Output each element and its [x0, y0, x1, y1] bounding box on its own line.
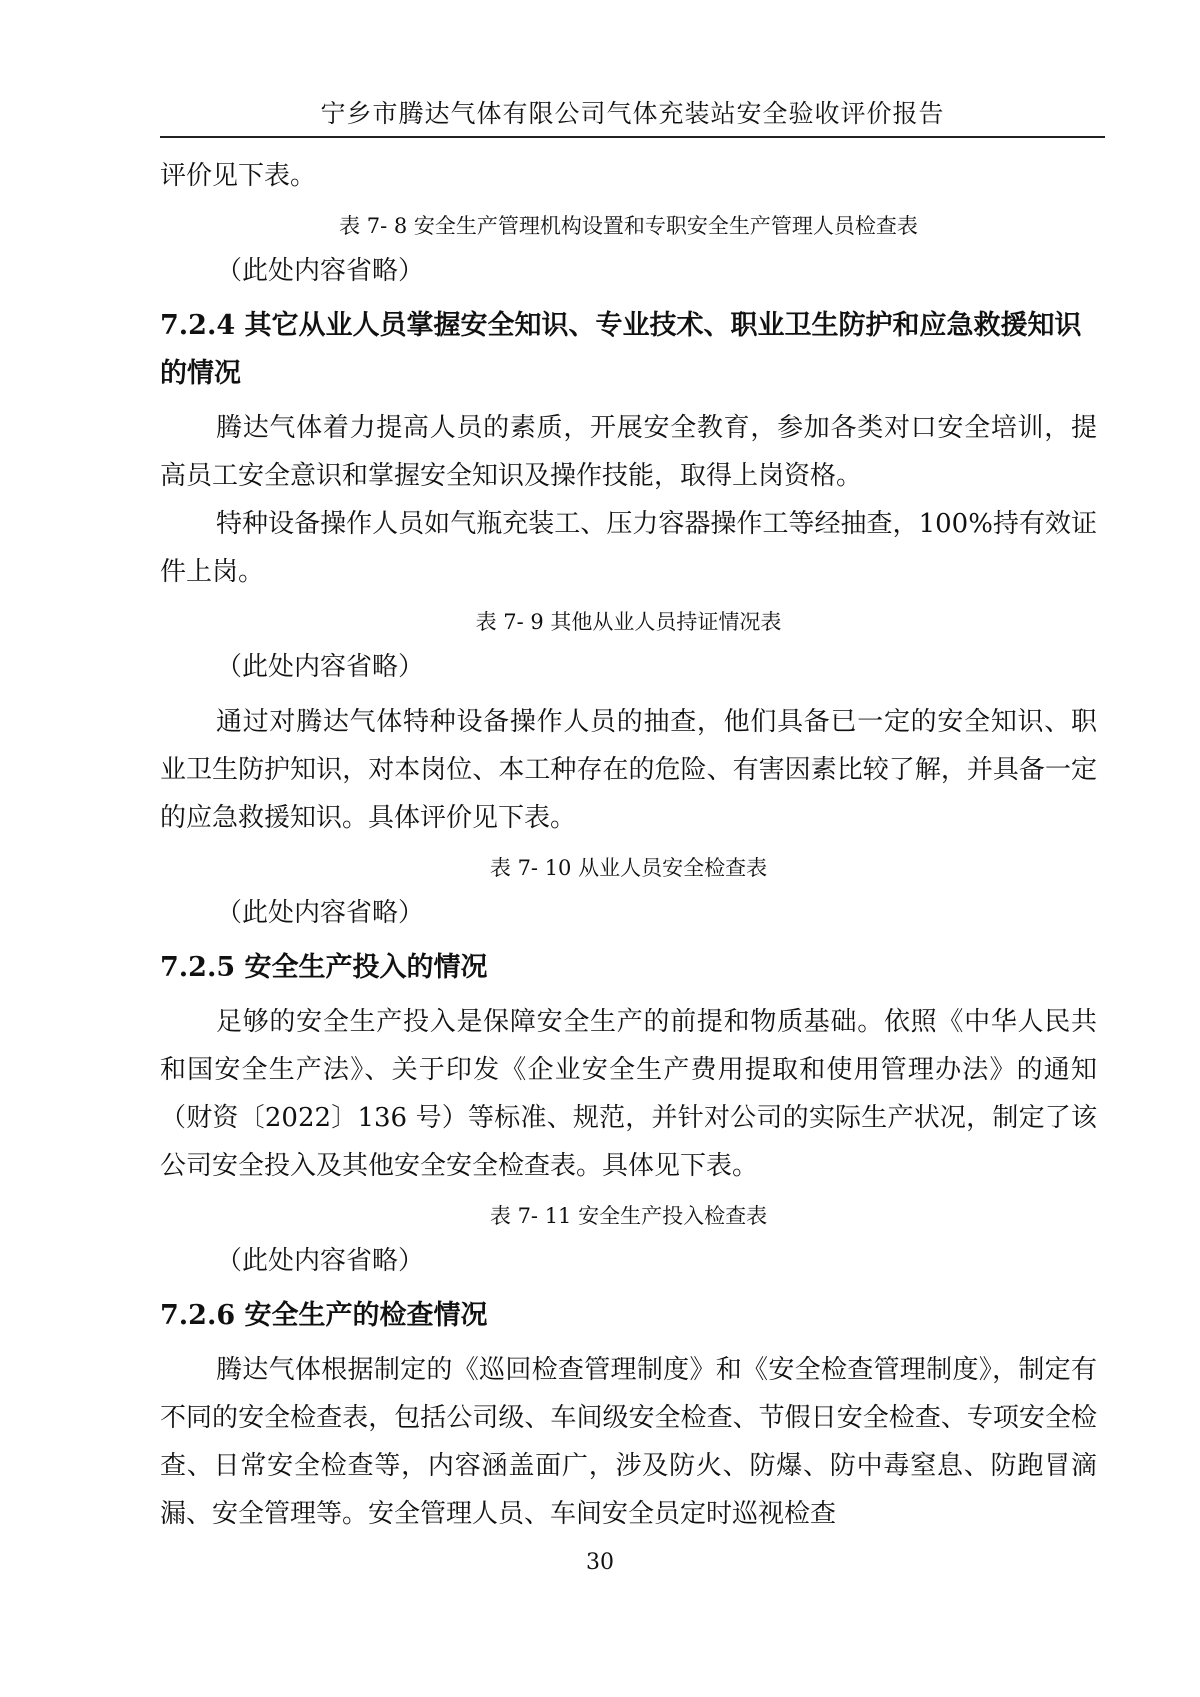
header-divider	[160, 136, 1105, 138]
table-7-11-caption: 表 7- 11 安全生产投入检查表	[489, 1204, 768, 1228]
omitted-note: （此处内容省略）	[216, 1246, 425, 1276]
paragraph: 腾达气体着力提高人员的素质，开展安全教育，参加各类对口安全培训，提高员工安全意识和掌握安全知识及操作技能，取得上岗资格。	[160, 413, 1097, 491]
page-number: 30	[586, 1550, 614, 1575]
report-header-title: 宁乡市腾达气体有限公司气体充装站安全验收评价报告	[320, 99, 945, 128]
omitted-note: （此处内容省略）	[216, 898, 425, 928]
omitted-note: （此处内容省略）	[216, 652, 425, 682]
intro-line: 评价见下表。	[160, 161, 317, 191]
paragraph: 通过对腾达气体特种设备操作人员的抽查，他们具备已一定的安全知识、职业卫生防护知识，对本岗位、本工种存在的危险、有害因素比较了解，并具备一定的应急救援知识。具体评价见下表。	[160, 707, 1097, 833]
table-7-10-caption: 表 7- 10 从业人员安全检查表	[489, 856, 768, 880]
omitted-note: （此处内容省略）	[216, 256, 425, 286]
section-7-2-5-heading: 7.2.5 安全生产投入的情况	[160, 952, 488, 983]
table-7-8-caption: 表 7- 8 安全生产管理机构设置和专职安全生产管理人员检查表	[339, 214, 918, 238]
section-7-2-6-heading: 7.2.6 安全生产的检查情况	[160, 1300, 488, 1331]
paragraph: 特种设备操作人员如气瓶充装工、压力容器操作工等经抽查，100%持有效证件上岗。	[160, 509, 1097, 587]
paragraph: 腾达气体根据制定的《巡回检查管理制度》和《安全检查管理制度》，制定有不同的安全检查表，包括公司级、车间级安全检查、节假日安全检查、专项安全检查、日常安全检查等，内容涵盖面广，涉及防火、防爆、防中毒窒息、防跑冒滴漏、安全管理等。安全管理人员、车间安全员定时巡视检查	[160, 1355, 1097, 1529]
table-7-9-caption: 表 7- 9 其他从业人员持证情况表	[475, 610, 782, 634]
document-body	[160, 152, 1097, 1538]
paragraph: 足够的安全生产投入是保障安全生产的前提和物质基础。依照《中华人民共和国安全生产法》、关于印发《企业安全生产费用提取和使用管理办法》的通知（财资〔2022〕136 号）等标准、规范，并针对公司的实际生产状况，制定了该公司安全投入及其他安全安全检查表。具体见下表。	[160, 1007, 1097, 1181]
section-7-2-4-heading: 7.2.4 其它从业人员掌握安全知识、专业技术、职业卫生防护和应急救援知识的情况	[160, 310, 1082, 389]
